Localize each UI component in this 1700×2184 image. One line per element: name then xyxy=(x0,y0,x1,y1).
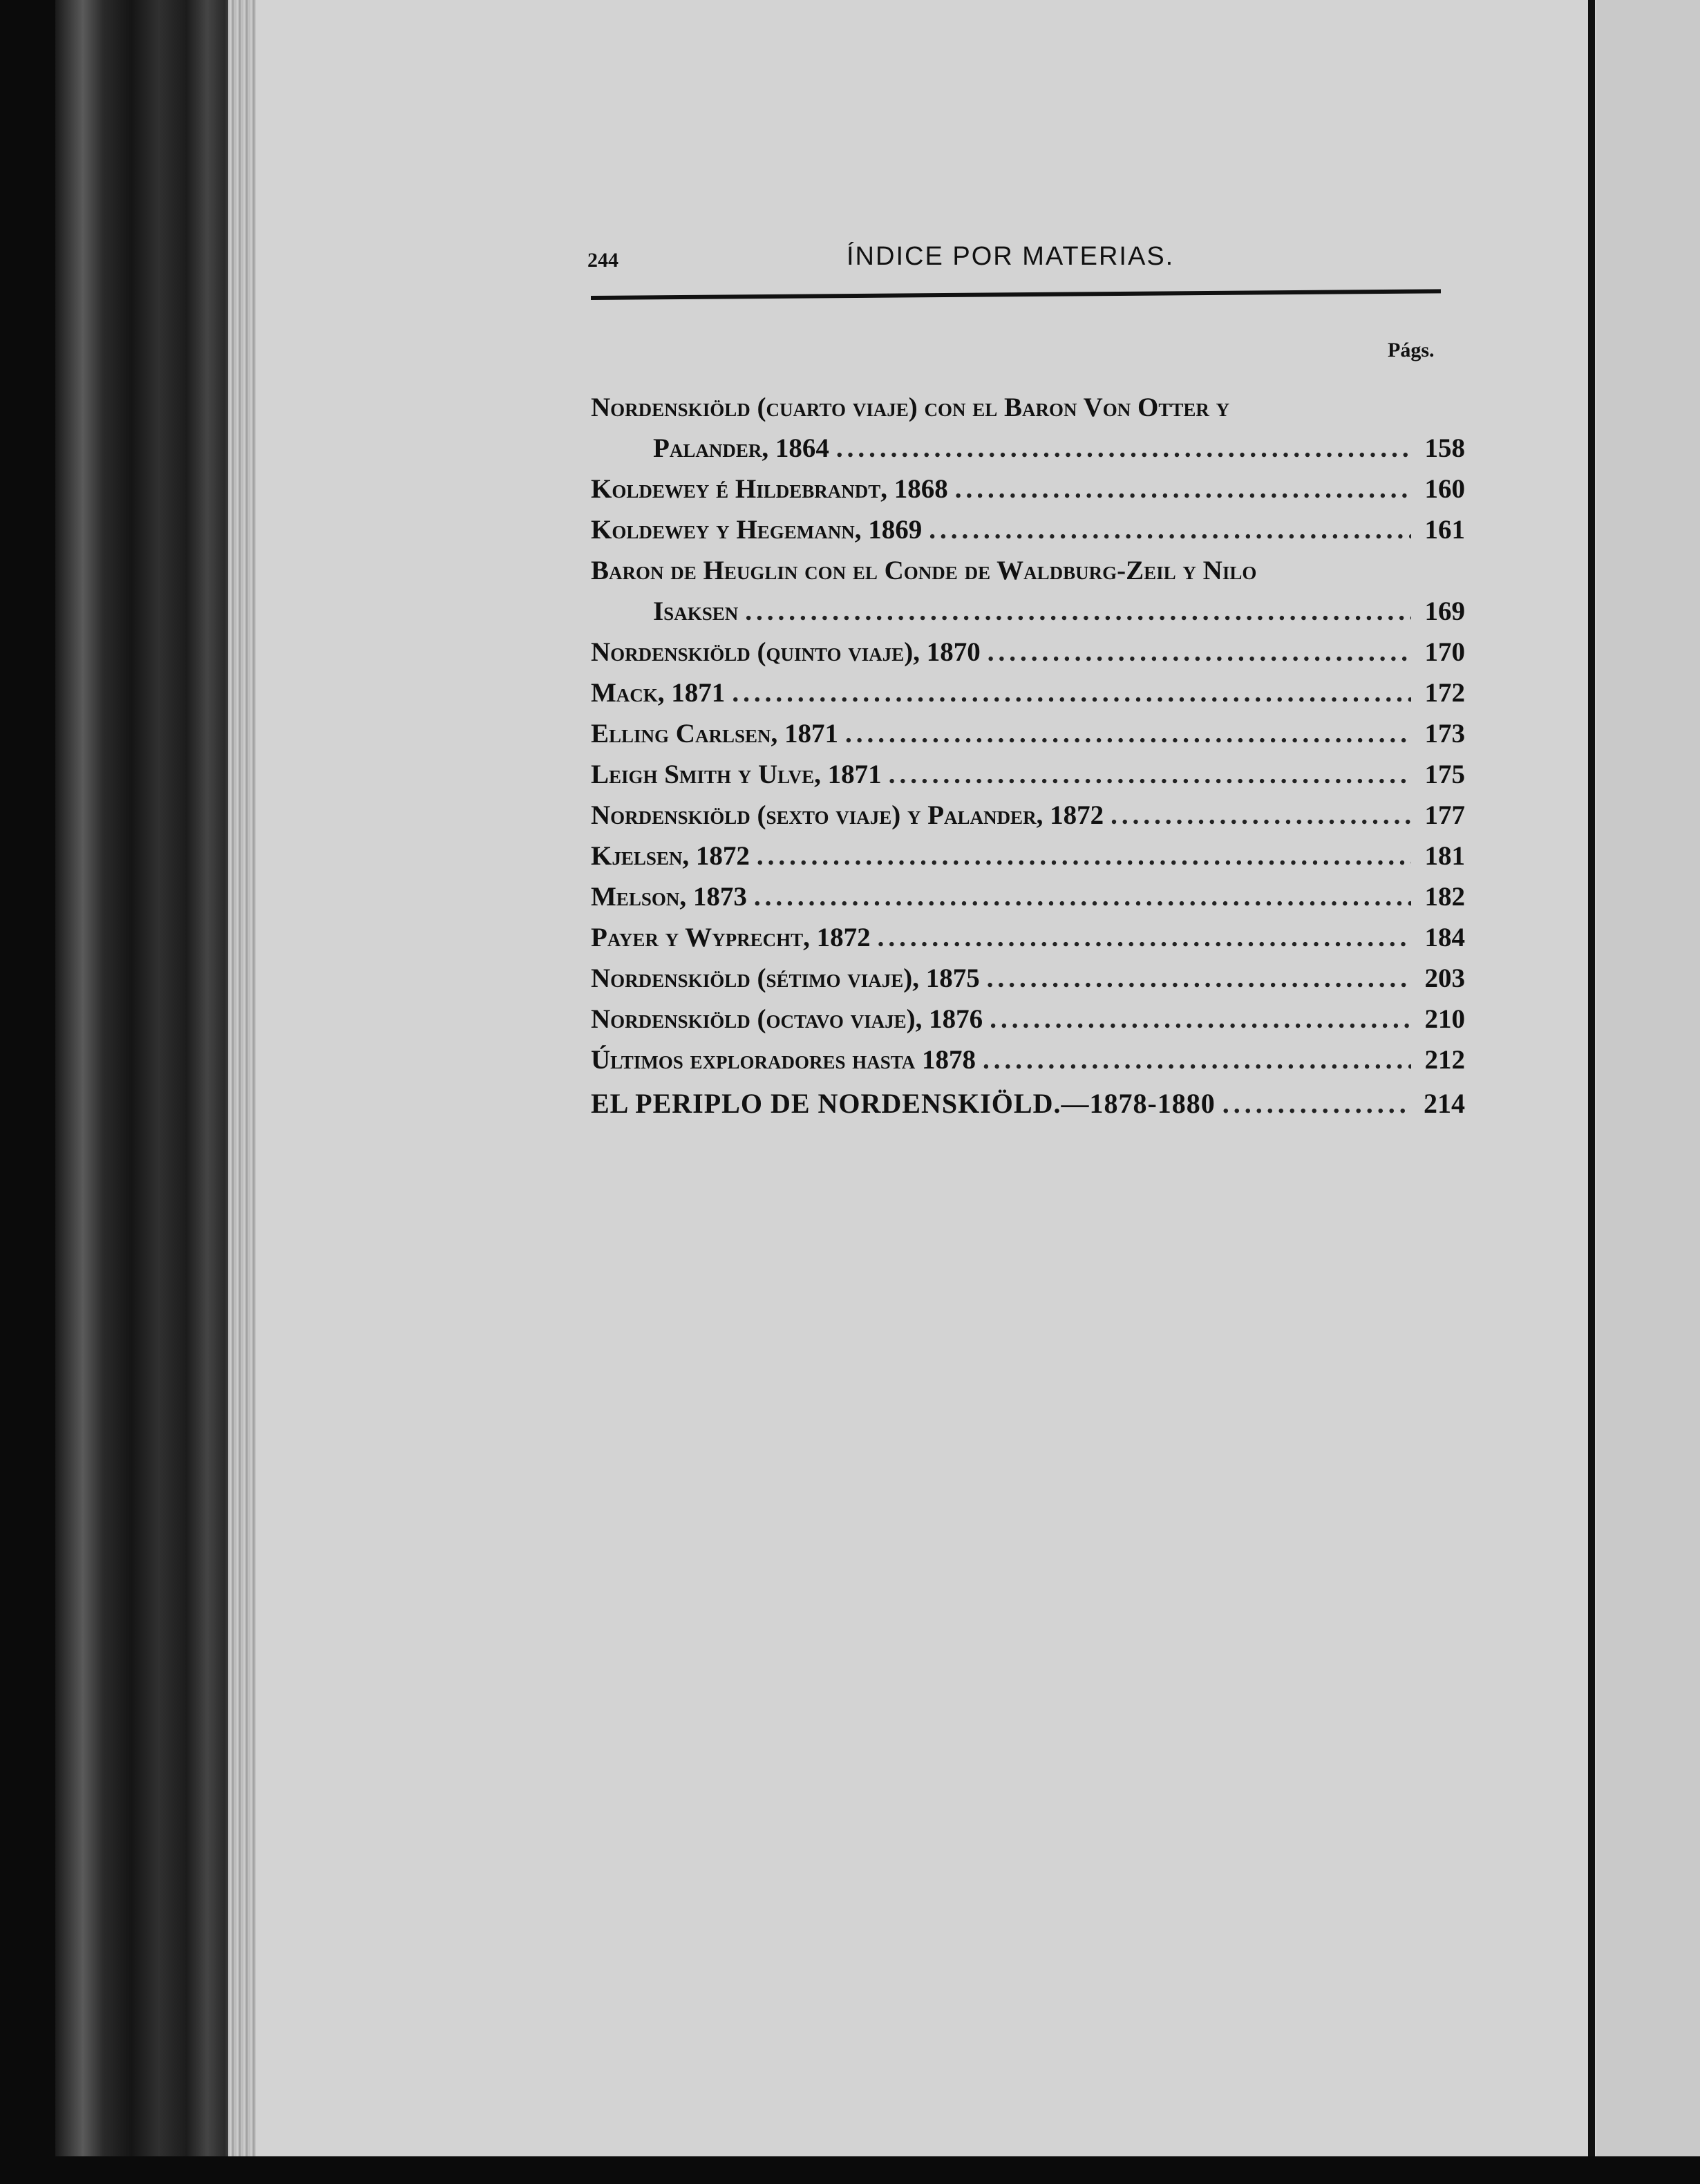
toc-entry xyxy=(591,754,1465,795)
page-header xyxy=(587,242,1444,283)
dot-leader xyxy=(1111,795,1411,836)
toc-entry-title: Mack, 1871 xyxy=(591,678,726,708)
dot-leader xyxy=(987,958,1411,999)
toc-entry xyxy=(591,1083,1465,1124)
toc-entry xyxy=(591,795,1465,836)
toc-entry-page: 184 xyxy=(1424,923,1465,952)
toc-entry xyxy=(591,672,1465,713)
toc-entry xyxy=(591,591,1465,632)
toc-entry-page: 169 xyxy=(1424,596,1465,626)
toc-entry-page: 181 xyxy=(1424,841,1465,871)
toc-entry-page: 212 xyxy=(1424,1045,1465,1075)
running-title: ÍNDICE POR MATERIAS. xyxy=(847,242,1175,271)
page-number: 244 xyxy=(587,249,618,272)
toc-entry xyxy=(591,1039,1465,1080)
toc-entry xyxy=(591,917,1465,958)
toc-entry-title: Koldewey y Hegemann, 1869 xyxy=(591,515,923,545)
toc-entry xyxy=(591,836,1465,876)
next-page-edge xyxy=(1596,0,1700,2184)
toc-entry-page: 175 xyxy=(1424,760,1465,789)
dot-leader xyxy=(983,1039,1411,1080)
toc-entry-title: Koldewey é Hildebrandt, 1868 xyxy=(591,474,948,504)
dot-leader xyxy=(745,591,1411,632)
toc-entry-title: Melson, 1873 xyxy=(591,882,747,912)
toc-entry-page: 161 xyxy=(1424,515,1465,545)
toc-entry-title: Nordenskiöld (quinto viaje), 1870 xyxy=(591,637,981,667)
dot-leader xyxy=(836,428,1411,469)
toc-entry xyxy=(591,999,1465,1039)
page-right-edge xyxy=(1588,0,1595,2170)
toc-entry-title: Payer y Wyprecht, 1872 xyxy=(591,923,871,952)
dot-leader xyxy=(878,917,1411,958)
toc-entry-title: Baron de Heuglin con el Conde de Waldburg-Zeil y Nilo xyxy=(591,556,1257,585)
toc-entry-page: 182 xyxy=(1424,882,1465,912)
toc-entry-title: Isaksen xyxy=(653,596,739,626)
dot-leader xyxy=(889,754,1411,795)
dot-leader xyxy=(757,836,1411,876)
toc-entry-page: 203 xyxy=(1424,963,1465,993)
toc-entry-title: Nordenskiöld (sexto viaje) y Palander, 1872 xyxy=(591,800,1104,830)
page-column-label: Págs. xyxy=(1388,339,1435,361)
toc-entry-page: 210 xyxy=(1424,1004,1465,1034)
scan-bottom-border xyxy=(0,2156,1700,2184)
dot-leader xyxy=(732,672,1411,713)
toc-entry-page: 170 xyxy=(1424,637,1465,667)
toc-entry-title: Kjelsen, 1872 xyxy=(591,841,750,871)
toc-entry-page: 172 xyxy=(1424,678,1465,708)
toc-entry xyxy=(591,876,1465,917)
dot-leader xyxy=(754,876,1411,917)
toc-entry-title: Nordenskiöld (cuarto viaje) con el Baron Von Otter y xyxy=(591,393,1230,422)
toc-entry-page: 158 xyxy=(1424,433,1465,463)
toc-entry xyxy=(591,632,1465,672)
toc-entry-title: Palander, 1864 xyxy=(653,433,829,463)
dot-leader xyxy=(1222,1083,1411,1124)
book-spine xyxy=(55,0,235,2156)
toc-entry-title: Nordenskiöld (octavo viaje), 1876 xyxy=(591,1004,983,1034)
toc-entry-page: 214 xyxy=(1424,1088,1465,1119)
toc-entry xyxy=(591,550,1465,591)
toc-entry xyxy=(591,387,1465,428)
toc-entry xyxy=(591,428,1465,469)
toc-entry xyxy=(591,958,1465,999)
toc-entry-page: 160 xyxy=(1424,474,1465,504)
toc-entry-title: Leigh Smith y Ulve, 1871 xyxy=(591,760,882,789)
toc-entry-title: EL PERIPLO DE NORDENSKIÖLD.—1878-1880 xyxy=(591,1088,1216,1119)
dot-leader xyxy=(845,713,1411,754)
toc-entry xyxy=(591,469,1465,509)
table-of-contents xyxy=(591,387,1465,1124)
dot-leader xyxy=(955,469,1411,509)
toc-entry-page: 177 xyxy=(1424,800,1465,830)
toc-entry xyxy=(591,713,1465,754)
toc-entry-title: Elling Carlsen, 1871 xyxy=(591,719,838,749)
toc-entry-title: Nordenskiöld (sétimo viaje), 1875 xyxy=(591,963,980,993)
dot-leader xyxy=(988,632,1411,672)
toc-entry-page: 173 xyxy=(1424,719,1465,749)
dot-leader xyxy=(990,999,1411,1039)
dot-leader xyxy=(929,509,1411,550)
toc-entry xyxy=(591,509,1465,550)
toc-entry-title: Últimos exploradores hasta 1878 xyxy=(591,1045,976,1075)
